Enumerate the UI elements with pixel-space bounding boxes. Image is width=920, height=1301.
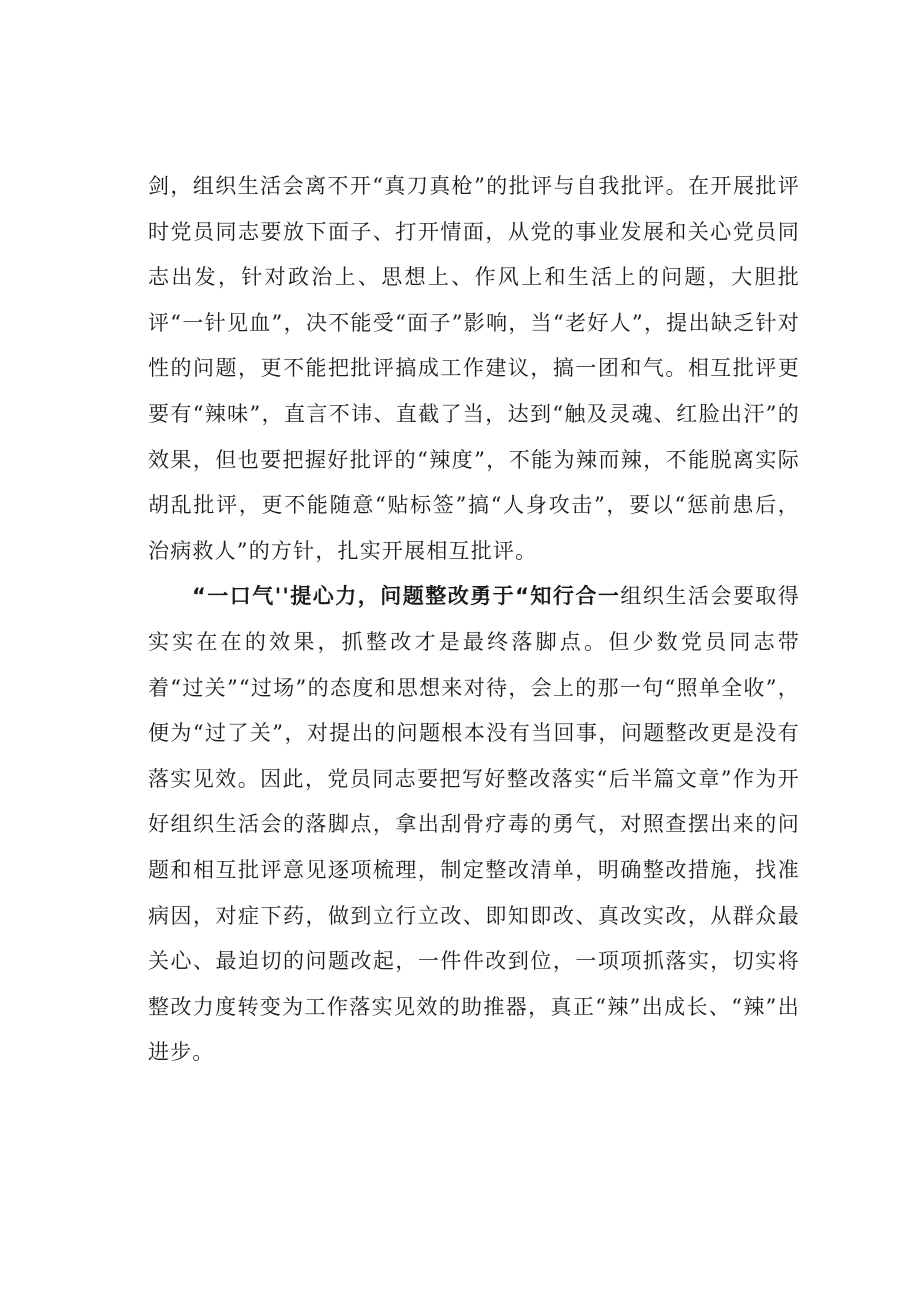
paragraph-lead-heading: “一口气''提心力，问题整改勇于“知行合一 [192, 584, 621, 609]
paragraph-rectification [148, 574, 800, 1076]
paragraph-text: 剑，组织生活会离不开“真刀真枪”的批评与自我批评。在开展批评时党员同志要放下面子、打开情面，从党的事业发展和关心党员同志出发，针对政治上、思想上、作风上和生活上的问题，大胆批评“一针见血”，决不能受“面子”影响，当“老好人”，提出缺乏针对性的问题，更不能把批评搞成工作建议，搞一团和气。相互批评更要有“辣味”，直言不讳、直截了当，达到“触及灵魂、红脸出汗”的效果，但也要把握好批评的“辣度”，不能为辣而辣，不能脱离实际胡乱批评，更不能随意“贴标签”搞“人身攻击”，要以“惩前患后，治病救人”的方针，扎实开展相互批评。 [148, 174, 800, 563]
document-body [148, 164, 800, 1076]
paragraph-text: 组织生活会要取得实实在在的效果，抓整改才是最终落脚点。但少数党员同志带着“过关”“过场”的态度和思想来对待，会上的那一句“照单全收”，便为“过了关”，对提出的问题根本没有当回事，问题整改更是没有落实见效。因此，党员同志要把写好整改落实“后半篇文章”作为开好组织生活会的落脚点，拿出刮骨疗毒的勇气，对照查摆出来的问题和相互批评意见逐项梳理，制定整改清单，明确整改措施，找准病因，对症下药，做到立行立改、即知即改、真改实改，从群众最关心、最迫切的问题改起，一件件改到位，一项项抓落实，切实将整改力度转变为工作落实见效的助推器，真正“辣”出成长、“辣”出进步。 [148, 584, 800, 1065]
paragraph-criticism [148, 164, 800, 574]
